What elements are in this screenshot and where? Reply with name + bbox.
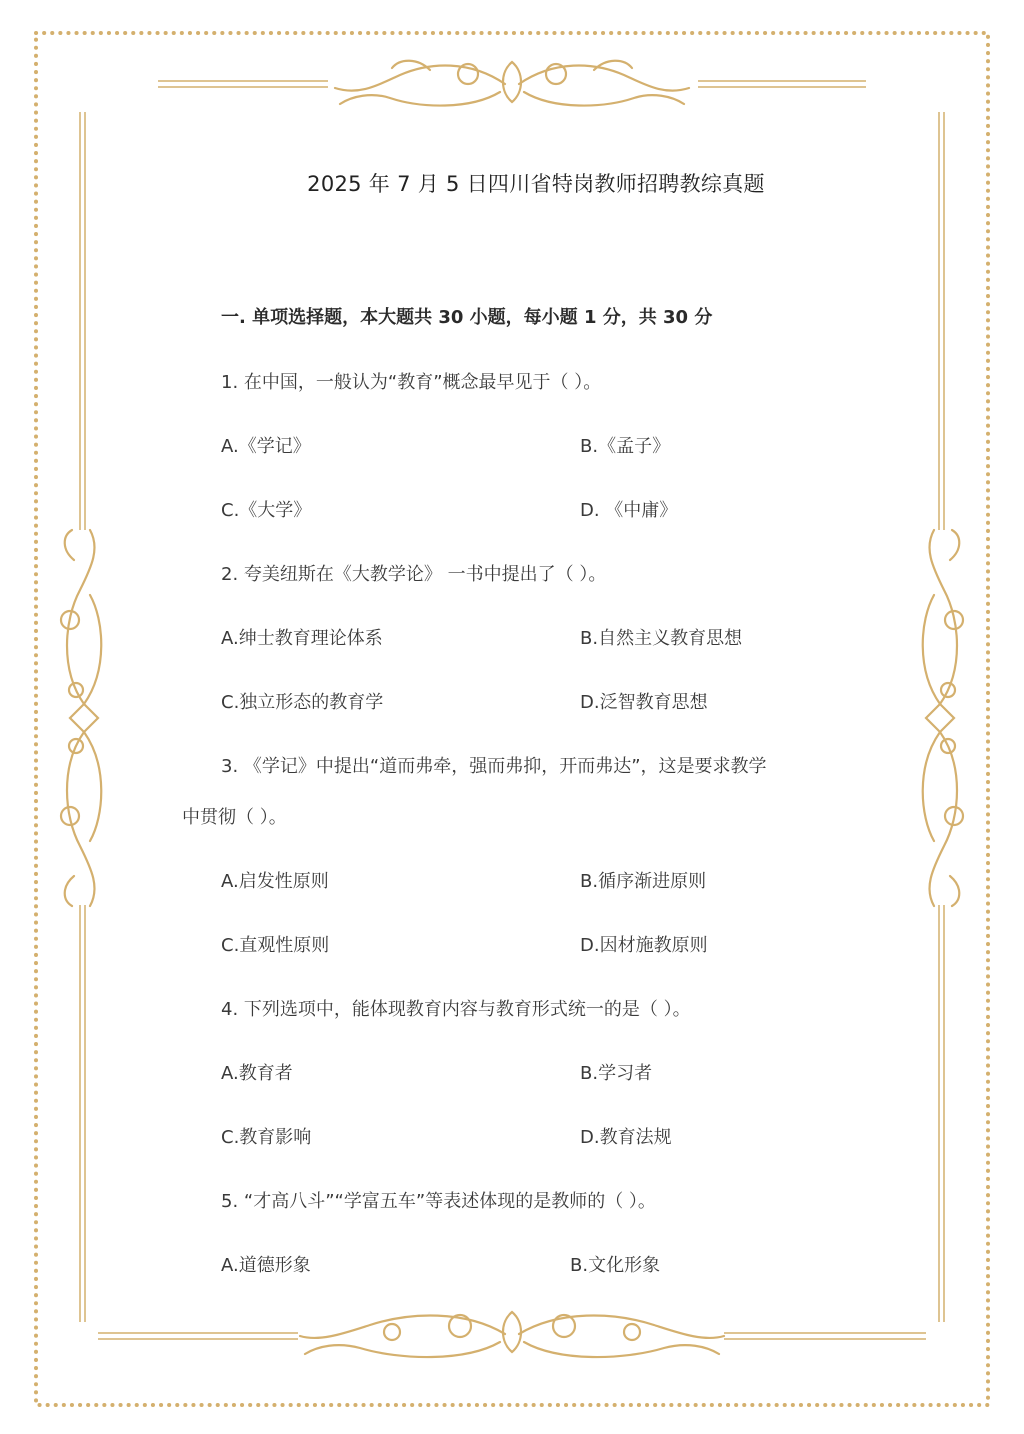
option-d: D.教育法规: [580, 1127, 672, 1148]
option-d: D. 《中庸》: [580, 500, 678, 521]
document-title: 2025 年 7 月 5 日四川省特岗教师招聘教综真题: [307, 172, 765, 196]
option-a: A.道德形象: [221, 1255, 311, 1276]
question-stem: 1. 在中国，一般认为“教育”概念最早见于（ ）。: [221, 372, 602, 393]
section-heading: 一. 单项选择题，本大题共 30 小题，每小题 1 分，共 30 分: [221, 307, 713, 328]
option-b: B.学习者: [580, 1063, 653, 1084]
option-d: D.因材施教原则: [580, 935, 708, 956]
question-stem: 5. “才高八斗”“学富五车”等表述体现的是教师的（ ）。: [221, 1191, 656, 1212]
option-b: B.自然主义教育思想: [580, 628, 743, 649]
question-stem: 2. 夸美纽斯在《大教学论》 一书中提出了（ ）。: [221, 564, 607, 585]
option-b: B.《孟子》: [580, 436, 671, 457]
option-c: C.独立形态的教育学: [221, 692, 384, 713]
option-b: B.文化形象: [570, 1255, 661, 1276]
option-a: A.《学记》: [221, 436, 311, 457]
option-a: A.启发性原则: [221, 871, 329, 892]
option-c: C.教育影响: [221, 1127, 312, 1148]
question-stem-continued: 中贯彻（ ）。: [182, 807, 287, 828]
question-stem: 3. 《学记》中提出“道而弗牵，强而弗抑，开而弗达”，这是要求教学: [221, 756, 767, 777]
question-stem: 4. 下列选项中，能体现教育内容与教育形式统一的是（ ）。: [221, 999, 691, 1020]
option-a: A.教育者: [221, 1063, 293, 1084]
option-b: B.循序渐进原则: [580, 871, 707, 892]
option-c: C.《大学》: [221, 500, 312, 521]
option-d: D.泛智教育思想: [580, 692, 708, 713]
option-a: A.绅士教育理论体系: [221, 628, 383, 649]
option-c: C.直观性原则: [221, 935, 330, 956]
